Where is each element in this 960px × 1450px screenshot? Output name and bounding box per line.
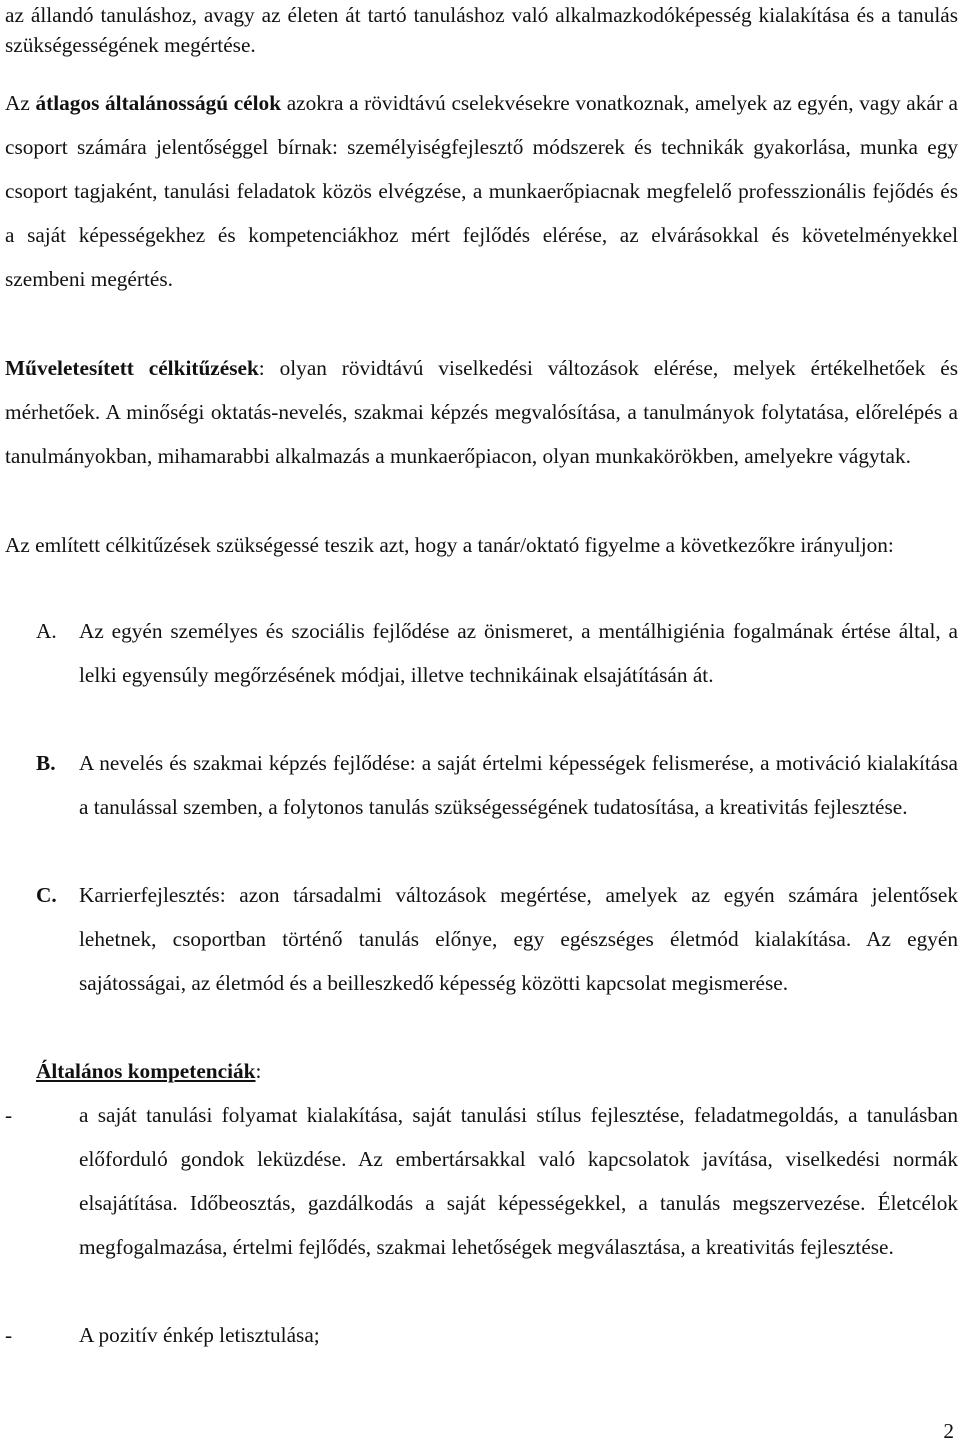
paragraph-average-goals [5,81,958,301]
paragraph-operational-objectives [5,346,958,478]
bullet-dash: - [5,1103,13,1127]
competencies-heading [36,1049,261,1093]
p3-body: : olyan rövidtávú viselkedési változások elérése, melyek értékelhetőek és mérhetőek. A minőségi oktatás-nevelés, szakmai képzés megvalósítása, a tanulmányok folytatása, előrelépés a tanulmányokban, mihamarabbi alkalmazás a munkaerőpiacon, olyan munkakörökben, amelyekre vágytak. [5,356,958,468]
list-item-b [5,741,958,829]
term-average-goals: átlagos általánosságú célok [35,91,282,115]
competencies-heading-suffix: : [255,1059,262,1083]
list-item-c [5,873,958,1005]
list-marker: A. [36,619,57,643]
competency-bullet [5,1313,958,1357]
list-item-a [5,609,958,697]
list-item-text: A nevelés és szakmai képzés fejlődése: a saját értelmi képességek felismerése, a motiváció kialakítása a tanulással szemben, a folytonos tanulás szükségességének tudatosítása, a kreativitás fejlesztése. [79,751,958,819]
competency-bullet [5,1093,958,1269]
bullet-text: A pozitív énkép letisztulása; [79,1323,320,1347]
page-number: 2 [943,1419,954,1443]
term-operational-objectives: Műveletesített célkitűzések [5,356,259,380]
list-item-text: Karrierfejlesztés: azon társadalmi változások megértése, amelyek az egyén számára jelentősek lehetnek, csoportban történő tanulás előnye, egy egészséges életmód kialakítása. Az egyén sajátosságai, az életmód és a beilleszkedő képesség közötti kapcsolat megismerése. [79,883,958,995]
list-item-text: Az egyén személyes és szociális fejlődése az önismeret, a mentálhigiénia fogalmának értése által, a lelki egyensúly megőrzésének módjai, illetve technikáinak elsajátításán át. [79,619,958,687]
list-marker: B. [36,751,56,775]
p2-body: azokra a rövidtávú cselekvésekre vonatkoznak, amelyek az egyén, vagy akár a csoport számára jelentőséggel bírnak: személyiségfejlesztő módszerek és technikák gyakorlása, munka egy csoport tagjaként, tanulási feladatok közös elvégzése, a munkaerőpiacnak megfelelő professzionális fejődés és a saját képességekhez és kompetenciákhoz mért fejlődés elérése, az elvárásokkal és követelményekkel szembeni megértés. [5,91,959,291]
bullet-text: a saját tanulási folyamat kialakítása, saját tanulási stílus fejlesztése, feladatmegoldás, a tanulásban előforduló gondok leküzdése. Az embertársakkal való kapcsolatok javítása, viselkedési normák elsajátítása. Időbeosztás, gazdálkodás a saját képességekkel, a tanulás megszervezése. Életcélok megfogalmazása, értelmi fejlődés, szakmai lehetőségek megválasztása, a kreativitás fejlesztése. [79,1103,958,1259]
list-marker: C. [36,883,57,907]
bullet-dash: - [5,1323,13,1347]
paragraph-teacher-focus: Az említett célkitűzések szükségessé teszik azt, hogy a tanár/oktató figyelme a következőkre irányuljon: [5,533,894,557]
competencies-heading-label: Általános kompetenciák [36,1059,256,1083]
p2-prefix: Az [5,91,36,115]
paragraph-lifelong-learning: az állandó tanuláshoz, avagy az életen át tartó tanuláshoz való alkalmazkodóképesség kialakítása és a tanulás szükségességének megértése. [5,3,958,57]
